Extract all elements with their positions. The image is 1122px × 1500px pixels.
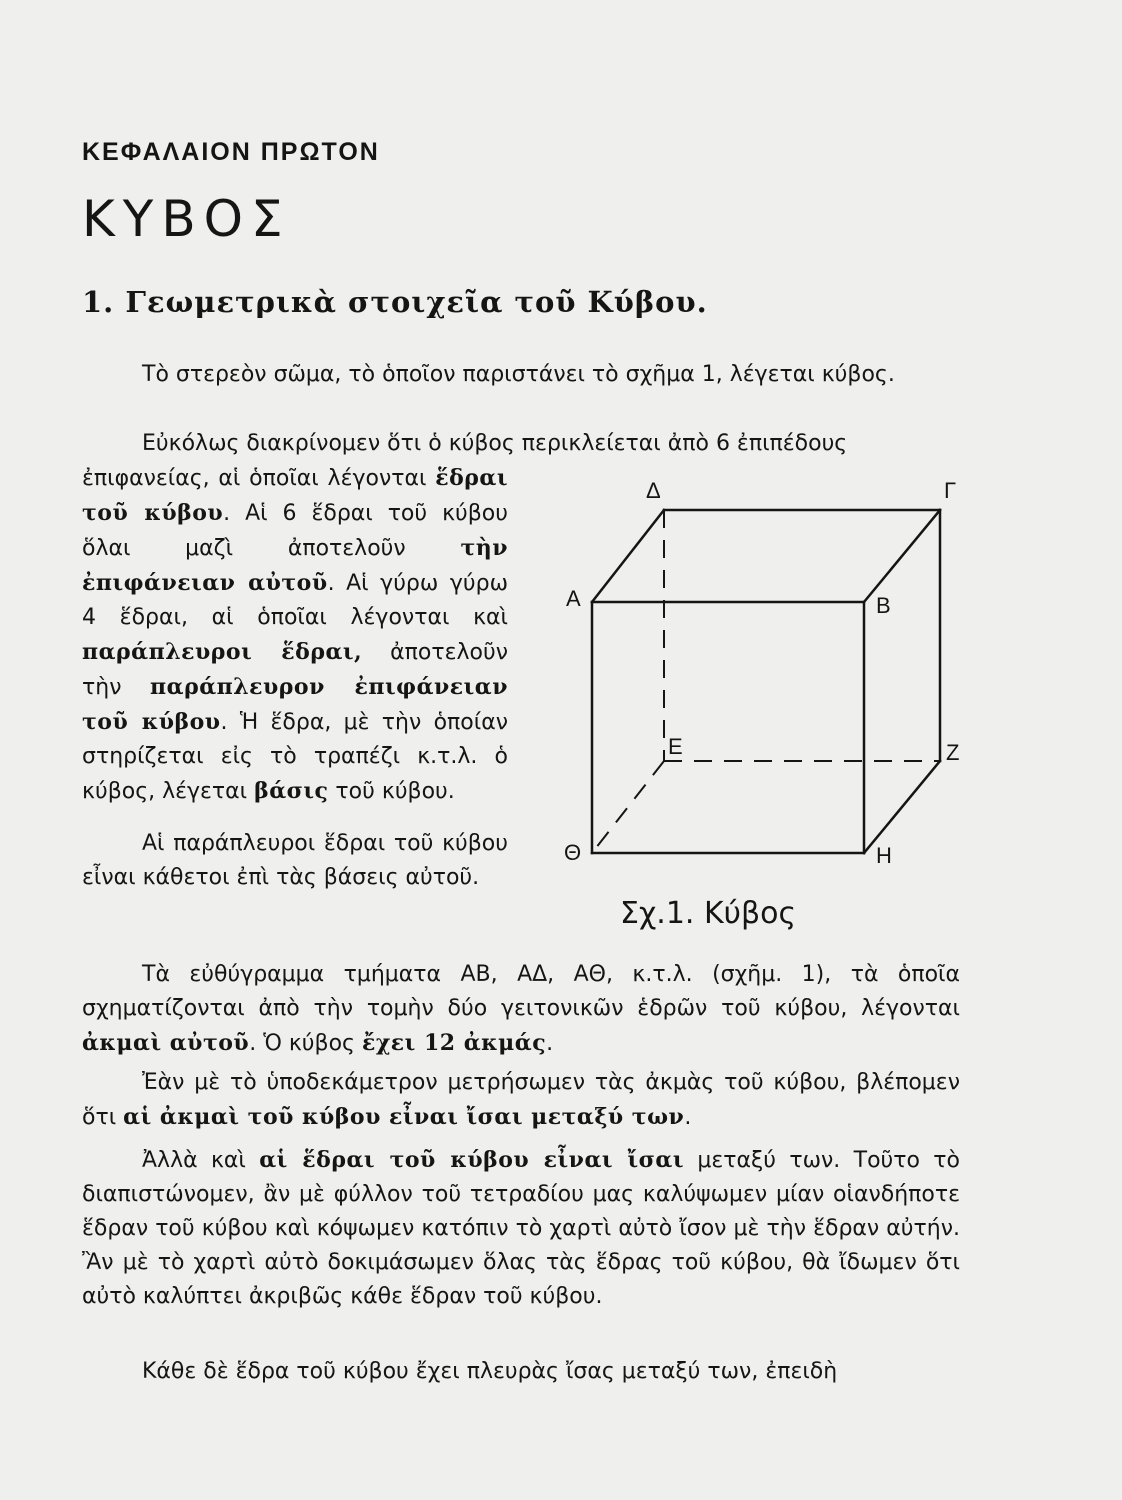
page-title: ΚΥΒΟΣ — [82, 190, 291, 248]
term-akmai: ἀκμαὶ αὐτοῦ — [82, 1030, 250, 1056]
paragraph-4 — [82, 958, 960, 1061]
p4-text-e: . — [546, 1031, 554, 1056]
figure-caption: Σχ.1. Κύβος — [620, 896, 797, 931]
p2-text-a: ἐπιφανείας, αἱ ὁποῖαι λέγονται — [82, 466, 427, 491]
p2-text-e: . Αἱ γύρω γύρω 4 ἕδραι, αἱ ὁποῖαι λέγονται καὶ — [82, 571, 508, 630]
edge-BG — [864, 510, 940, 602]
paragraph-2-first-line: Εὐκόλως διακρίνομεν ὅτι ὁ κύβος περικλείεται ἀπὸ 6 ἐπιπέδους — [142, 431, 848, 456]
vertex-label-H: Η — [876, 843, 892, 868]
paragraph-6 — [82, 1143, 960, 1314]
edge-AD — [592, 510, 664, 602]
vertex-label-B: Β — [876, 593, 891, 618]
vertex-label-D: Δ — [646, 478, 661, 503]
term-12-akmes: ἔχει 12 ἀκμάς — [361, 1030, 547, 1056]
section-number: 1. — [82, 285, 115, 319]
term-edrai-isai: αἱ ἕδραι τοῦ κύβου εἶναι ἴσαι — [259, 1147, 684, 1173]
term-paraplevros-epifaneia: παράπλευρον ἐπιφάνειαν τοῦ κύβου — [82, 674, 508, 735]
p5-text-c: . — [684, 1105, 692, 1130]
section-heading — [82, 285, 708, 319]
cube-figure — [550, 468, 970, 948]
vertex-label-Z: Ζ — [946, 740, 960, 765]
chapter-heading: ΚΕΦΑΛΑΙΟΝ ΠΡΩΤΟΝ — [82, 138, 380, 166]
p4-text-a: Τὰ εὐθύγραμμα τμήματα ΑΒ, ΑΔ, ΑΘ, κ.τ.λ. (σχῆμ. 1), τὰ ὁποῖα σχηματίζονται ἀπὸ τὴν τομὴν δύο γειτονικῶν ἑδρῶν τοῦ κύβου, λέγονται — [82, 962, 960, 1021]
term-edrai: ἕδραι τοῦ κύβου — [82, 465, 508, 526]
paragraph-3: Αἱ παράπλευροι ἕδραι τοῦ κύβου εἶναι κάθετοι ἐπὶ τὰς βάσεις αὐτοῦ. — [82, 831, 508, 890]
edge-ZH — [864, 761, 940, 853]
p4-text-c: . Ὁ κύβος — [249, 1031, 355, 1056]
p2-text-g: ἀποτελοῦν τὴν — [82, 640, 508, 700]
term-paraplevroi-edrai: παράπλευροι ἕδραι, — [82, 639, 363, 665]
p6-text-c: μεταξύ των. Τοῦτο τὸ διαπιστώνομεν, ἂν μὲ φύλλον τοῦ τετραδίου μας καλύψωμεν μίαν οἱανδήποτε ἕδραν τοῦ κύβου καὶ κόψωμεν κατόπιν τὸ χαρτὶ αὐτὸ ἴσον μὲ τὴν ἕδραν αὐτήν. Ἂν μὲ τὸ χαρτὶ αὐτὸ δοκιμάσωμεν ὅλας τὰς ἕδρας τοῦ κύβου, θὰ ἴδωμεν ὅτι αὐτὸ καλύπτει ἀκριβῶς κάθε ἕδραν τοῦ κύβου. — [82, 1148, 961, 1309]
term-akmai-isai: αἱ ἀκμαὶ τοῦ κύβου εἶναι ἴσαι μεταξύ των — [123, 1104, 685, 1130]
edge-ETH-hidden — [592, 761, 664, 853]
vertex-label-G: Γ — [944, 478, 957, 503]
section-title: Γεωμετρικὰ στοιχεῖα τοῦ Κύβου. — [125, 285, 708, 319]
paragraph-7: Κάθε δὲ ἕδρα τοῦ κύβου ἔχει πλευρὰς ἴσας μεταξύ των, ἐπειδὴ — [142, 1359, 838, 1384]
vertex-label-TH: Θ — [564, 840, 582, 865]
p2-text-k: τοῦ κύβου. — [335, 779, 455, 804]
vertex-label-A: Α — [566, 586, 581, 611]
p5-text-a: Ἐὰν μὲ τὸ ὑποδεκάμετρον μετρήσωμεν τὰς ἀκμὰς τοῦ κύβου, βλέπομεν ὅτι — [82, 1070, 960, 1130]
p2-text-c: . Αἱ 6 ἕδραι τοῦ κύβου ὅλαι μαζὶ ἀποτελοῦν — [82, 501, 508, 561]
paragraph-1: Τὸ στερεὸν σῶμα, τὸ ὁποῖον παριστάνει τὸ σχῆμα 1, λέγεται κύβος. — [142, 362, 895, 387]
p2-text-i: . Ἡ ἕδρα, μὲ τὴν ὁποίαν στηρίζεται εἰς τὸ τραπέζι κ.τ.λ. ὁ κύβος, λέγεται — [82, 710, 508, 804]
term-epifaneia: τὴν ἐπιφάνειαν αὐτοῦ — [82, 535, 508, 596]
p6-text-a: Ἀλλὰ καὶ — [142, 1148, 246, 1173]
vertex-label-E: Ε — [668, 734, 683, 759]
paragraph-5 — [82, 1066, 960, 1135]
term-vasis: βάσις — [254, 778, 329, 804]
paragraph-2-column — [82, 461, 508, 809]
